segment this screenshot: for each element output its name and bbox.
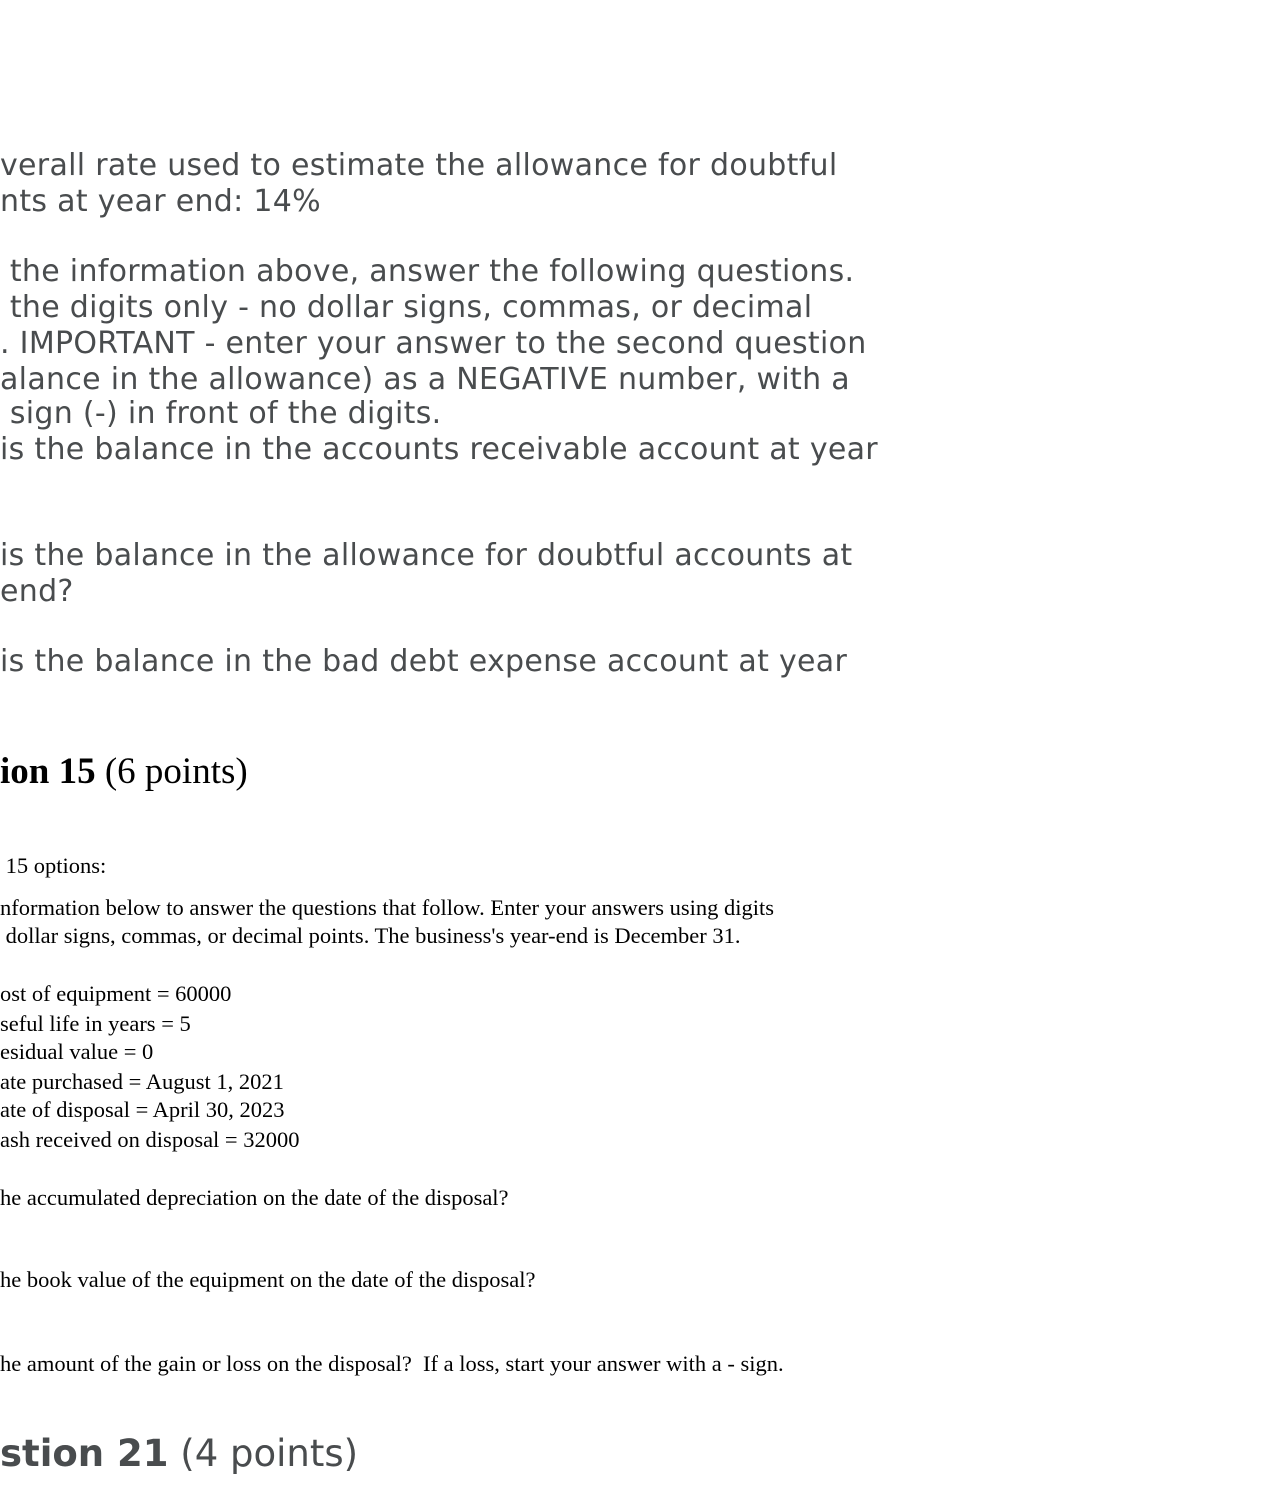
question-points: (4 points) (168, 1432, 359, 1475)
question-title: stion 21 (0, 1432, 169, 1475)
question-title: ion 15 (0, 751, 96, 792)
intro-line: nformation below to answer the questions that follow. Enter your answers using digits (0, 895, 775, 920)
intro-line: dollar signs, commas, or decimal points. The business's year-end is December 31. (0, 923, 741, 948)
question-text: is the balance in the allowance for doubtful accounts at (0, 538, 853, 573)
question-text: is the balance in the bad debt expense account at year (0, 644, 848, 679)
text-line: . IMPORTANT - enter your answer to the second question (0, 326, 867, 361)
fact-line: ate of disposal = April 30, 2023 (0, 1097, 285, 1122)
text-line: verall rate used to estimate the allowance for doubtful (0, 148, 838, 183)
question-text: he book value of the equipment on the date of the disposal? (0, 1267, 536, 1292)
fact-line: esidual value = 0 (0, 1039, 154, 1064)
question-text: is the balance in the accounts receivable account at year (0, 432, 878, 467)
question-21-heading (0, 1432, 358, 1475)
text-line: the information above, answer the following questions. (0, 254, 855, 289)
text-line: alance in the allowance) as a NEGATIVE number, with a (0, 362, 850, 397)
question-text: end? (0, 574, 74, 609)
text-line: nts at year end: 14% (0, 184, 321, 219)
text-line: sign (-) in front of the digits. (0, 396, 442, 431)
options-label: 15 options: (0, 853, 107, 878)
question-points: (6 points) (95, 751, 248, 792)
fact-line: ash received on disposal = 32000 (0, 1127, 300, 1152)
fact-line: ate purchased = August 1, 2021 (0, 1069, 284, 1094)
question-text: he amount of the gain or loss on the disposal? If a loss, start your answer with a - sign. (0, 1351, 784, 1376)
question-15-heading (0, 750, 248, 793)
fact-line: ost of equipment = 60000 (0, 981, 232, 1006)
text-line: the digits only - no dollar signs, commas, or decimal (0, 290, 813, 325)
question-text: he accumulated depreciation on the date of the disposal? (0, 1185, 509, 1210)
fact-line: seful life in years = 5 (0, 1011, 191, 1036)
